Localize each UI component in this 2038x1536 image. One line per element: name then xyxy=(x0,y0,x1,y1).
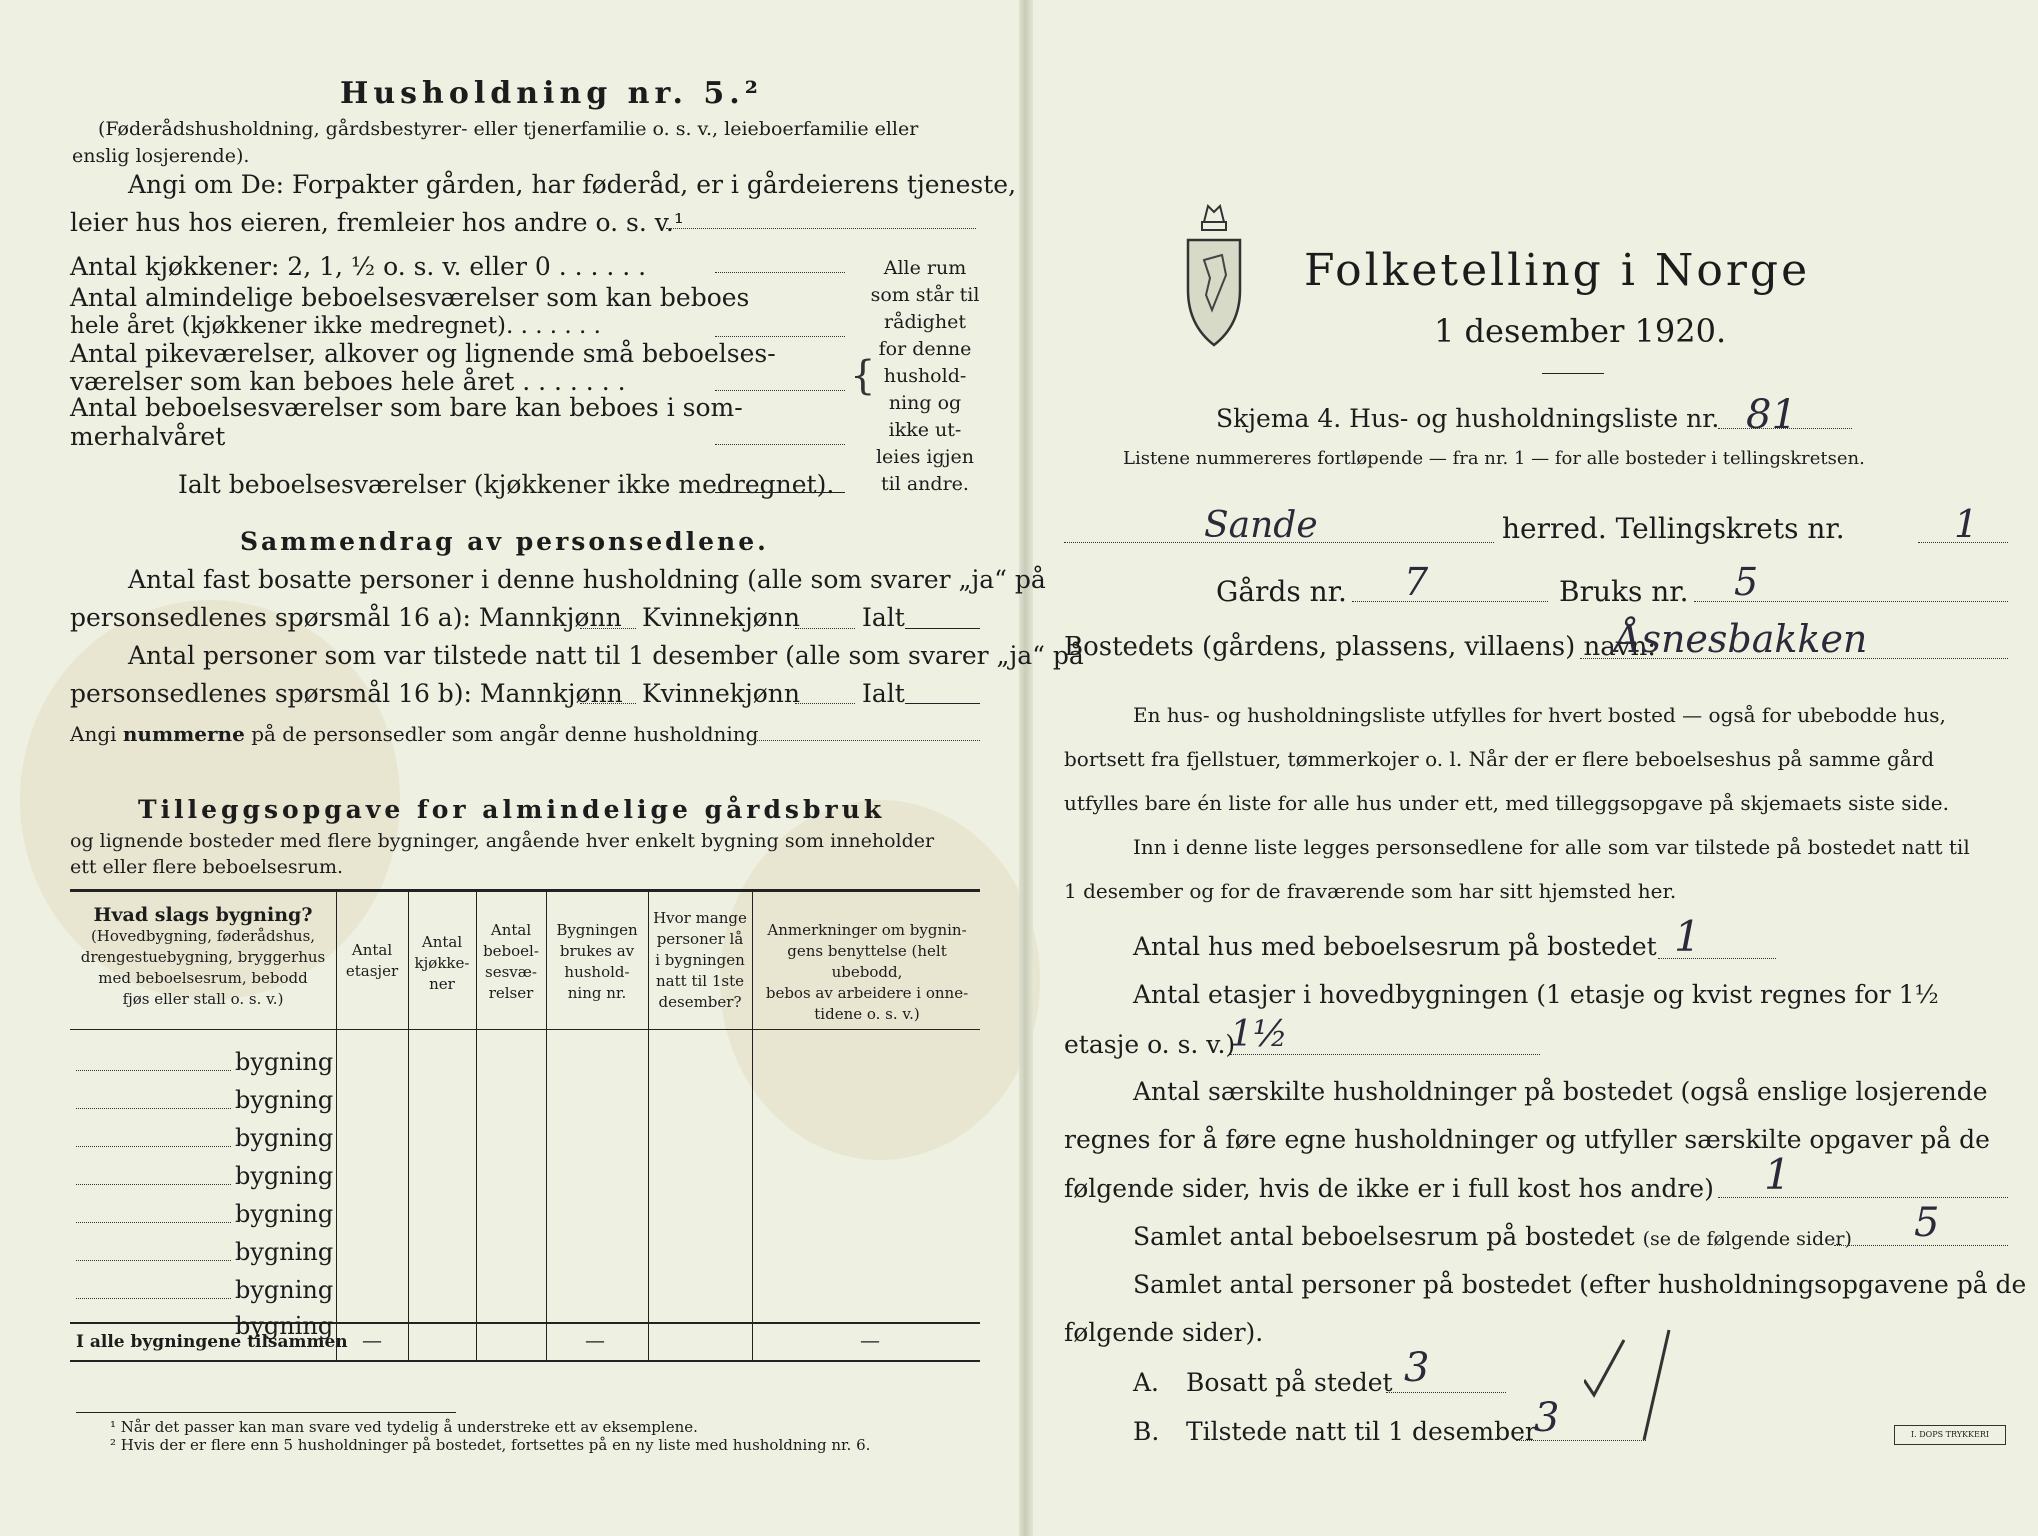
female-label-2: Kvinnekjønn xyxy=(642,679,800,708)
hus-label: Antal hus med beboelsesrum på bostedet xyxy=(1133,932,1657,961)
skjema-value: 81 xyxy=(1746,392,1797,438)
b-value: 3 xyxy=(1534,1395,1560,1441)
numbers-answer[interactable] xyxy=(755,740,980,741)
gards-value: 7 xyxy=(1404,560,1429,604)
col-divider xyxy=(752,892,753,1362)
instruction-4: Inn i denne liste legges personsedlene for alle som var tilstede på bostedet natt til xyxy=(1133,835,1970,859)
brace-note-line: som står til xyxy=(870,284,980,306)
table-row: bygning xyxy=(235,1048,334,1076)
row-input[interactable] xyxy=(76,1260,231,1261)
instruction-2: bortsett fra fjellstuer, tømmerkojer o. l. Når der er flere beboelseshus på samme gård xyxy=(1064,747,1935,771)
brace-note-line: ning og xyxy=(888,392,962,414)
total-row-label: I alle bygningene tilsammen xyxy=(76,1332,348,1352)
row-input[interactable] xyxy=(76,1298,231,1299)
a-value: 3 xyxy=(1404,1345,1430,1391)
listene-note: Listene nummereres fortløpende — fra nr. 1 — for alle bosteder i tellingskretsen. xyxy=(1123,448,1865,469)
q-total-rooms: Ialt beboelsesværelser (kjøkkener ikke medregnet). xyxy=(178,470,835,499)
q-kitchens: Antal kjøkkener: 2, 1, ½ o. s. v. eller 0 . . . . . . xyxy=(70,252,647,281)
summary-1: Antal fast bosatte personer i denne husholdning (alle som svarer „ja“ på xyxy=(128,565,1046,594)
main-title: Folketelling i Norge xyxy=(1304,245,1811,296)
q-small-rooms-b: værelser som kan beboes hele året . . . . . . . xyxy=(70,367,626,396)
footnote-1: ¹ Når det passer kan man svare ved tydelig å understreke ett av eksemplene. xyxy=(110,1418,698,1436)
saer-3: følgende sider, hvis de ikke er i full kost hos andre) xyxy=(1064,1174,1714,1203)
angi-line-1: Angi om De: Forpakter gården, har føderåd, er i gårdeierens tjeneste, xyxy=(128,170,1017,199)
header-line: hushold- xyxy=(564,963,630,981)
skjema-label: Skjema 4. Hus- og husholdningsliste nr. xyxy=(1216,404,1720,433)
total-dash: — xyxy=(362,1328,382,1352)
footnote-2: ² Hvis der er flere enn 5 husholdninger på bostedet, fortsettes på en ny liste med husholdning nr. 6. xyxy=(110,1436,871,1454)
header-household-no xyxy=(548,920,646,1004)
row-input[interactable] xyxy=(76,1108,231,1109)
samlet-pers-1: Samlet antal personer på bostedet (efter husholdningsopgavene på de xyxy=(1133,1270,2027,1299)
samlet-rom-text: Samlet antal beboelsesrum på bostedet xyxy=(1133,1222,1635,1251)
samlet-pers-2: følgende sider). xyxy=(1064,1318,1264,1347)
header-floors xyxy=(338,940,406,982)
table-row: bygning xyxy=(235,1086,334,1114)
header-line: Anmerkninger om bygnin- xyxy=(767,921,967,939)
summary-3: Antal personer som var tilstede natt til 1 desember (alle som svarer „ja“ på xyxy=(128,641,1084,670)
angi-line-2: leier hus hos eieren, fremleier hos andre o. s. v.¹ xyxy=(70,208,684,237)
brace-note xyxy=(870,255,980,498)
q-small-rooms-a: Antal pikeværelser, alkover og lignende små beboelses- xyxy=(70,339,776,368)
right-page xyxy=(1034,0,2038,1536)
check-marks xyxy=(1584,1320,1724,1450)
krets-value: 1 xyxy=(1954,502,1979,546)
table-row: bygning xyxy=(235,1162,334,1190)
brace-note-line: til andre. xyxy=(881,473,969,495)
summary-2: personsedlenes spørsmål 16 a): Mannkjønn xyxy=(70,603,622,632)
tillegg-title: Tilleggsopgave for almindelige gårdsbruk xyxy=(138,795,886,824)
male-answer-1[interactable] xyxy=(580,628,636,629)
saer-line[interactable] xyxy=(1718,1197,2008,1198)
samlet-rom-label xyxy=(1133,1222,1852,1251)
header-line: sesvæ- xyxy=(485,963,537,981)
brace-note-line: for denne xyxy=(878,338,972,360)
header-remarks xyxy=(754,920,980,1025)
table-row: bygning xyxy=(235,1124,334,1152)
summary-title: Sammendrag av personsedlene. xyxy=(240,527,769,556)
header-kitchens xyxy=(410,932,474,995)
bosted-label: Bostedets (gårdens, plassens, villaens) navn: xyxy=(1064,632,1656,662)
header-line: Antal xyxy=(490,921,532,939)
q-rooms-answer[interactable] xyxy=(715,336,845,337)
female-label-1: Kvinnekjønn xyxy=(642,603,800,632)
female-answer-1[interactable] xyxy=(795,628,855,629)
b-label: B. xyxy=(1133,1417,1160,1446)
saer-2: regnes for å føre egne husholdninger og utfyller særskilte opgaver på de xyxy=(1064,1125,1990,1154)
header-line: tidene o. s. v.) xyxy=(814,1005,920,1023)
q-kitchens-answer[interactable] xyxy=(715,272,845,273)
header-line: relser xyxy=(488,984,534,1002)
header-line: Hvad slags bygning? xyxy=(93,904,313,926)
table-header-rule xyxy=(70,1029,980,1030)
header-line: personer lå xyxy=(656,930,744,948)
header-persons xyxy=(650,908,750,1013)
total-dash: — xyxy=(585,1328,605,1352)
ialt-answer-1[interactable] xyxy=(905,628,980,629)
ialt-label-1: Ialt xyxy=(862,603,905,632)
row-input[interactable] xyxy=(76,1184,231,1185)
table-row: bygning xyxy=(235,1200,334,1228)
q-summer-answer[interactable] xyxy=(715,444,845,445)
b-text: Tilstede natt til 1 desember xyxy=(1186,1417,1537,1446)
q-rooms-b: hele året (kjøkkener ikke medregnet). . . . . . . xyxy=(70,313,601,339)
etasjer-2: etasje o. s. v.) xyxy=(1064,1030,1236,1059)
etasjer-1: Antal etasjer i hovedbygningen (1 etasje og kvist regnes for 1½ xyxy=(1133,980,1939,1009)
header-rooms xyxy=(478,920,544,1004)
brace-note-line: leies igjen xyxy=(875,446,975,468)
gards-line[interactable] xyxy=(1352,601,1548,602)
a-label: A. xyxy=(1133,1368,1160,1397)
brace-note-line: rådighet xyxy=(884,311,966,333)
samlet-rom-note: (se de følgende sider) xyxy=(1642,1228,1852,1250)
summary-5-b: nummerne xyxy=(122,722,245,746)
header-line: desember? xyxy=(658,993,742,1011)
household-note-2: enslig losjerende). xyxy=(72,145,250,167)
q-summer-b: merhalvåret xyxy=(70,422,226,451)
table-row: bygning xyxy=(235,1276,334,1304)
header-line: fjøs eller stall o. s. v.) xyxy=(122,990,284,1008)
header-line: drengestuebygning, bryggerhus xyxy=(80,948,326,966)
summary-5 xyxy=(70,722,758,746)
samlet-rom-value: 5 xyxy=(1914,1200,1940,1246)
q-small-rooms-answer[interactable] xyxy=(715,390,845,391)
header-line: Bygningen xyxy=(556,921,638,939)
col-divider xyxy=(476,892,477,1362)
row-input[interactable] xyxy=(76,1146,231,1147)
bruks-value: 5 xyxy=(1734,560,1759,604)
ialt-label-2: Ialt xyxy=(862,679,905,708)
col-divider xyxy=(648,892,649,1362)
header-line: beboel- xyxy=(483,942,539,960)
header-line: med beboelsesrum, bebodd xyxy=(98,969,308,987)
header-line: etasjer xyxy=(345,962,399,980)
header-line: Antal xyxy=(421,933,463,951)
saer-value: 1 xyxy=(1764,1150,1791,1199)
header-line: ner xyxy=(429,975,455,993)
a-line[interactable] xyxy=(1386,1392,1506,1393)
header-line: (Hovedbygning, føderådshus, xyxy=(90,927,316,945)
a-text: Bosatt på stedet xyxy=(1186,1368,1393,1397)
instruction-3: utfylles bare én liste for alle hus under ett, med tilleggsopgave på skjemaets siste side. xyxy=(1064,791,1949,815)
header-line: brukes av xyxy=(559,942,635,960)
header-building-type xyxy=(72,905,334,1010)
female-answer-2[interactable] xyxy=(795,703,855,704)
gards-label: Gårds nr. xyxy=(1216,575,1347,608)
row-input[interactable] xyxy=(76,1070,231,1071)
header-line: gens benyttelse (helt ubebodd, xyxy=(787,942,947,981)
brace-note-line: ikke ut- xyxy=(888,419,962,441)
col-divider xyxy=(408,892,409,1362)
household-title: Husholdning nr. 5.² xyxy=(340,76,763,111)
page-fold xyxy=(1019,0,1033,1536)
brace: { xyxy=(850,353,876,399)
male-answer-2[interactable] xyxy=(580,703,636,704)
ialt-answer-2[interactable] xyxy=(905,703,980,704)
instruction-5: 1 desember og for de fraværende som har sitt hjemsted her. xyxy=(1064,879,1677,903)
summary-4: personsedlenes spørsmål 16 b): Mannkjønn xyxy=(70,679,623,708)
brace-note-line: hushold- xyxy=(883,365,967,387)
printer-stamp: I. DOPS TRYKKERI xyxy=(1894,1425,2006,1445)
summary-5-c: på de personsedler som angår denne husholdning xyxy=(251,722,759,746)
header-line: ning nr. xyxy=(567,984,627,1002)
q-summer-a: Antal beboelsesværelser som bare kan beboes i som- xyxy=(70,393,743,422)
tillegg-line-2: ett eller flere beboelsesrum. xyxy=(70,856,344,878)
header-line: i bygningen xyxy=(655,951,745,969)
header-line: kjøkke- xyxy=(414,954,470,972)
coat-of-arms-icon xyxy=(1182,200,1246,350)
tillegg-line-1: og lignende bosteder med flere bygninger, angående hver enkelt bygning som inneholder xyxy=(70,830,935,852)
header-line: bebos av arbeidere i onne- xyxy=(765,984,969,1002)
col-divider xyxy=(336,892,337,1362)
table-row: bygning xyxy=(235,1312,334,1340)
table-body-rule xyxy=(70,1322,980,1324)
col-divider xyxy=(546,892,547,1362)
title-divider xyxy=(1542,373,1604,374)
total-dash: — xyxy=(860,1328,880,1352)
herred-label: herred. Tellingskrets nr. xyxy=(1502,512,1845,545)
header-line: Hvor mange xyxy=(653,909,747,927)
instruction-1: En hus- og husholdningsliste utfylles for hvert bosted — også for ubebodde hus, xyxy=(1133,703,1946,727)
hus-value: 1 xyxy=(1674,912,1701,961)
saer-1: Antal særskilte husholdninger på bostedet (også enslige losjerende xyxy=(1133,1077,1988,1106)
table-top-rule xyxy=(70,889,980,892)
q-rooms-a: Antal almindelige beboelsesværelser som kan beboes xyxy=(70,283,750,312)
summary-5-a: Angi xyxy=(70,722,117,746)
q-total-answer[interactable] xyxy=(715,492,845,493)
bruks-label: Bruks nr. xyxy=(1559,575,1689,608)
table-row: bygning xyxy=(235,1238,334,1266)
footnote-rule xyxy=(76,1412,456,1413)
table-bottom-rule xyxy=(70,1360,980,1362)
census-date: 1 desember 1920. xyxy=(1434,312,1727,350)
header-line: natt til 1ste xyxy=(656,972,744,990)
household-note-1: (Føderådshusholdning, gårdsbestyrer- eller tjenerfamilie o. s. v., leieboerfamilie eller xyxy=(98,118,919,140)
herred-value: Sande xyxy=(1204,505,1318,546)
row-input[interactable] xyxy=(76,1222,231,1223)
brace-note-line: Alle rum xyxy=(883,257,967,279)
header-line: Antal xyxy=(351,941,393,959)
angi-answer-line[interactable] xyxy=(666,228,976,229)
etasjer-value: 1½ xyxy=(1230,1014,1288,1055)
bosted-value: Åsnesbakken xyxy=(1614,617,1868,661)
